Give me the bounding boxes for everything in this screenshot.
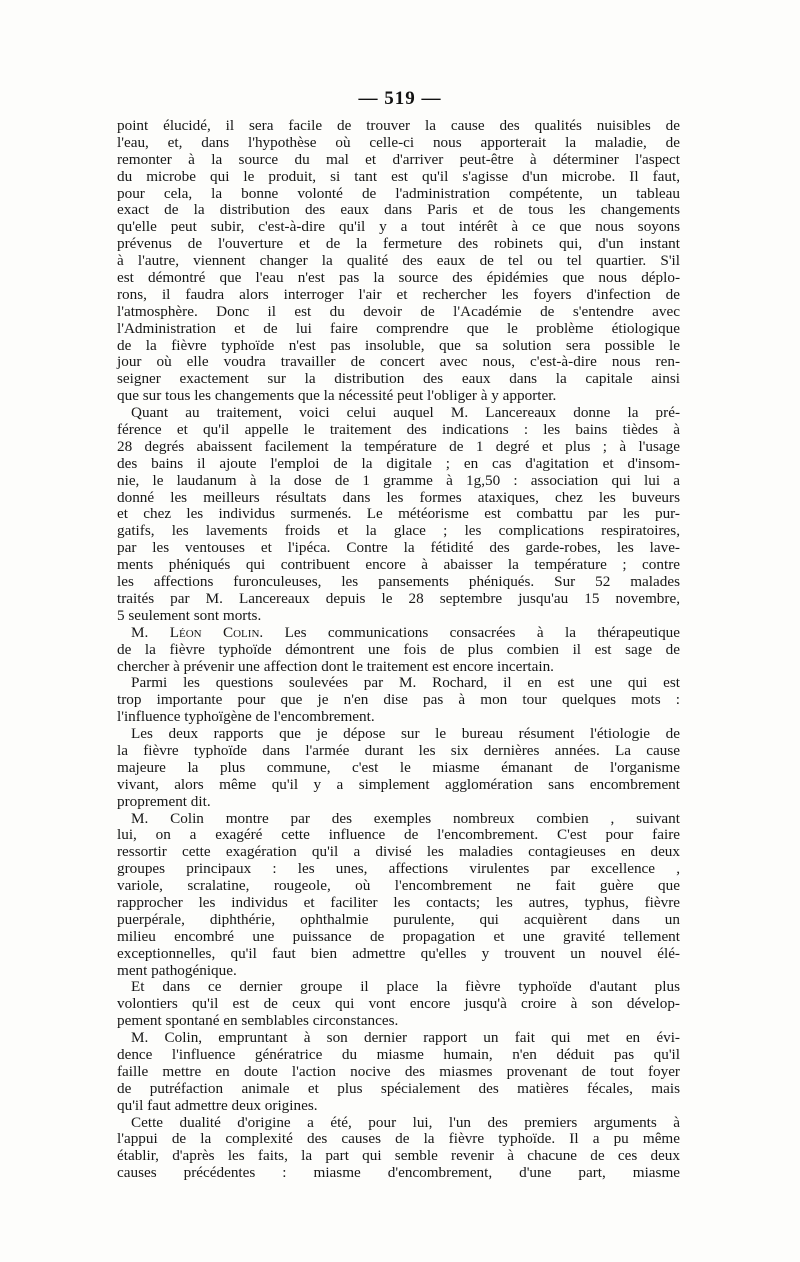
text-line: à l'autre, viennent changer la qualité des eaux de tel ou tel quartier. S'il [117,252,680,270]
text-line: Parmi les questions soulevées par M. Rochard, il en est une qui est [131,674,680,692]
text-line: pement spontané en semblables circonstances. [117,1012,399,1030]
text-line: dence l'influence génératrice du miasme humain, n'en déduit pas qu'il [117,1045,680,1063]
text-line: que sur tous les changements que la nécessité peut l'obliger à y apporter. [117,387,557,405]
text-line: Et dans ce dernier groupe il place la fièvre typhoïde d'autant plus [131,978,680,996]
text-line: Cette dualité d'origine a été, pour lui, l'un des premiers arguments à [131,1113,680,1131]
text-line: de la fièvre typhoïde n'est pas insoluble, que sa solution sera possible le [117,336,680,354]
text-line: prévenus de l'ouverture et de la fermeture des robinets qui, d'un instant [117,235,680,253]
text-line: 28 degrés abaissent facilement la température de 1 degré et plus ; à l'usage [117,437,680,455]
text-line: puerpérale, diphthérie, ophthalmie purulente, qui acquièrent dans un [117,910,680,928]
body-text [117,118,680,1182]
text-line: donné les meilleurs résultats dans les formes ataxiques, chez les buveurs [117,488,680,506]
text-line: remonter à la source du mal et d'arriver peut-être à déterminer l'aspect [117,150,680,168]
text-line: l'influence typhoïgène de l'encombrement. [117,708,375,726]
text-line: les affections furonculeuses, les pansements phéniqués. Sur 52 malades [117,573,680,591]
text-line: établir, d'après les faits, la part qui semble revenir à chacune de ces deux [117,1147,680,1165]
speaker-name: Léon Colin [169,623,260,641]
text-line: causes précédentes : miasme d'encombrement, d'une part, miasme [117,1164,680,1182]
text-line: et chez les individus surmenés. Le météorisme est combattu par les pur- [117,505,680,523]
text-line: exact de la distribution des eaux dans Paris et de tous les changements [117,201,680,219]
text-line: point élucidé, il sera facile de trouver la cause des qualités nuisibles de [117,117,680,134]
text-line: exceptionnelles, qu'il faut bien admettre qu'elles y trouvent un nouvel élé- [117,944,680,962]
text-line: faille mettre en doute l'action nocive des miasmes provenant de tout foyer [117,1062,680,1080]
text-line: ressortir cette exagération qu'il a divisé les maladies contagieuses en deux [117,843,680,861]
text-line: la fièvre typhoïde dans l'armée durant les six dernières années. La cause [117,741,680,759]
text-line: groupes principaux : les unes, affections virulentes par excellence , [117,860,680,878]
text-line: ments phéniqués qui contribuent encore à abaisser la température ; contre [117,556,680,574]
text-line: ment pathogénique. [117,961,237,979]
text-line: férence et qu'il appelle le traitement des indications : les bains tièdes à [117,421,680,439]
text-line: Les deux rapports que je dépose sur le bureau résument l'étiologie de [131,725,680,743]
text-line: milieu encombré une puissance de propagation et une gravité tellement [117,927,680,945]
text-line: gatifs, les lavements froids et la glace ; les complications respiratoires, [117,522,680,540]
text-line: de putréfaction animale et plus spécialement des matières fécales, mais [117,1079,680,1097]
text-line: de la fièvre typhoïde démontrent une fois de plus combien il est sage de [117,640,680,658]
text-line: majeure la plus commune, c'est le miasme émanant de l'organisme [117,758,680,776]
text-line: qu'elle peut subir, c'est-à-dire qu'il y a tout intérêt à ce que nous soyons [117,218,680,236]
text-line: lui, on a exagéré cette influence de l'encombrement. C'est pour faire [117,826,680,844]
text-line: trop importante pour que je n'en dise pas à mon tour quelques mots : [117,691,680,709]
text-line: volontiers qu'il est de ceux qui vont encore jusqu'à croire à son dévelop- [117,995,680,1013]
text-line: M. Colin montre par des exemples nombreux combien , suivant [131,809,680,827]
text-line: du microbe qui le produit, si tant est qu'il s'agisse d'un microbe. Il faut, [117,167,680,185]
text-line: M. Colin, empruntant à son dernier rapport un fait qui met en évi- [131,1029,680,1047]
text-line: qu'il faut admettre deux origines. [117,1096,318,1114]
text-line: variole, scralatine, rougeole, où l'encombrement ne fait guère que [117,877,680,895]
text-line: traités par M. Lancereaux depuis le 28 septembre jusqu'au 15 novembre, [117,589,680,607]
text-line: rapprocher les individus et faciliter les contacts; les autres, typhus, fièvre [117,893,680,911]
text-line: jour où elle voudra travailler de concert avec nous, c'est-à-dire nous ren- [117,353,680,371]
text-line: des bains il ajoute l'emploi de la digitale ; en cas d'agitation et d'insom- [117,454,680,472]
text-line: nie, le laudanum à la dose de 1 gramme à 1g,50 : association qui lui a [117,471,680,489]
text-line: l'appui de la complexité des causes de la fièvre typhoïde. Il a pu même [117,1130,680,1148]
text-line: l'eau, et, dans l'hypothèse où celle-ci nous apporterait la maladie, de [117,133,680,151]
text-line: vivant, alors même qu'il y a simplement agglomération sans encombrement [117,775,680,793]
text-line: seigner exactement sur la distribution des eaux dans la capitale ainsi [117,370,680,388]
text-line: l'Administration et de lui faire comprendre que le problème étiologique [117,319,680,337]
text-line: chercher à prévenir une affection dont le traitement est encore incertain. [117,657,554,675]
text-line: est démontré que l'eau n'est pas la source des épidémies que nous déplo- [117,269,680,287]
text-line: 5 seulement sont morts. [117,606,262,624]
text-line: l'atmosphère. Donc il est du devoir de l'Académie de s'entendre avec [117,302,680,320]
text-line: M. Léon Colin. Les communications consacrées à la thérapeutique [131,623,680,641]
text-line: par les ventouses et l'ipéca. Contre la fétidité des garde-robes, les lave- [117,539,680,557]
text-line: proprement dit. [117,792,211,810]
page-number: — 519 — [358,88,442,109]
text-line: pour cela, la bonne volonté de l'administration compétente, un tableau [117,184,680,202]
text-line: rons, il faudra alors interroger l'air et rechercher les foyers d'infection de [117,285,680,303]
text-line: Quant au traitement, voici celui auquel M. Lancereaux donne la pré- [131,404,680,422]
